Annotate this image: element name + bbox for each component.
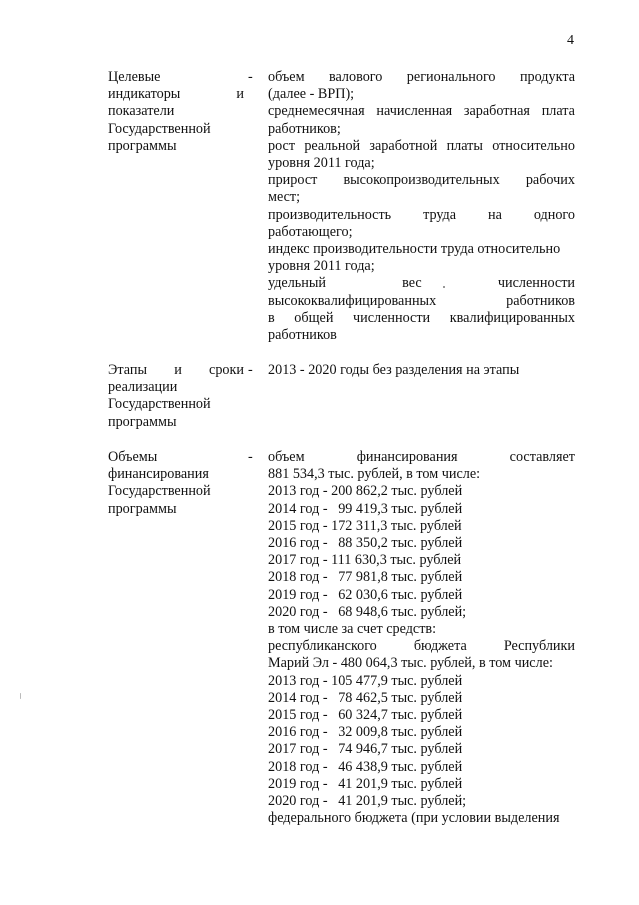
word: работников <box>506 292 575 309</box>
content-line <box>268 69 575 86</box>
content-line <box>268 310 575 327</box>
content-line: 2019 год - 41 201,9 тыс. рублей <box>268 775 463 792</box>
label-dash: - <box>248 362 253 378</box>
label-line: программы <box>108 137 177 154</box>
word: составляет <box>509 449 575 465</box>
word: среднемесячная <box>268 103 365 120</box>
label-line <box>108 69 244 86</box>
label-dash: - <box>248 449 253 465</box>
word: вес <box>402 275 422 292</box>
content-line: 2014 год - 78 462,5 тыс. рублей <box>268 689 463 706</box>
word: республиканского <box>268 638 377 655</box>
word: квалифицированных <box>449 309 575 326</box>
content-line: 2017 год - 74 946,7 тыс. рублей <box>268 741 463 758</box>
content-line: Марий Эл - 480 064,3 тыс. рублей, в том числе: <box>268 655 553 672</box>
word: относительно <box>492 137 575 154</box>
content-line: индекс производительности труда относительно <box>268 241 561 258</box>
word: заработной <box>369 137 438 154</box>
content-line: работников; <box>268 120 341 137</box>
word: Республики <box>503 638 575 655</box>
word: бюджета <box>413 638 467 655</box>
word: труда <box>423 206 457 223</box>
content-line <box>268 103 575 120</box>
label-line: показатели <box>108 103 175 120</box>
word: платы <box>446 137 483 154</box>
content-line: уровня 2011 года; <box>268 258 375 275</box>
content-line <box>268 138 575 155</box>
content-line: в том числе за счет средств: <box>268 621 437 638</box>
content-line: 2016 год - 32 009,8 тыс. рублей <box>268 724 463 741</box>
label-line: Государственной <box>108 396 211 413</box>
word: заработная <box>463 103 530 120</box>
content-line: 2015 год - 60 324,7 тыс. рублей <box>268 707 463 724</box>
section-label <box>108 69 244 155</box>
content-line: мест; <box>268 189 301 206</box>
word: продукта <box>519 69 575 85</box>
label-word: Этапы <box>108 362 147 378</box>
word: высокопроизводительных <box>343 172 500 189</box>
content-line: 2018 год - 46 438,9 тыс. рублей <box>268 758 463 775</box>
content-line: 2017 год - 111 630,3 тыс. рублей <box>268 552 462 569</box>
label-line: программы <box>108 413 177 430</box>
label-line: Государственной <box>108 120 211 137</box>
content-line: 881 534,3 тыс. рублей, в том числе: <box>268 466 481 483</box>
section-content <box>268 69 575 344</box>
word: валового <box>329 69 383 85</box>
label-word: индикаторы <box>108 86 181 103</box>
scan-speck <box>443 286 445 288</box>
content-line <box>268 293 575 310</box>
label-line: финансирования <box>108 466 209 483</box>
word: регионального <box>406 69 496 85</box>
content-line <box>268 638 575 655</box>
word: численности <box>353 309 431 326</box>
word: в <box>268 309 275 326</box>
content-line: (далее - ВРП); <box>268 86 355 103</box>
content-line: 2014 год - 99 419,3 тыс. рублей <box>268 500 463 517</box>
content-line: 2019 год - 62 030,6 тыс. рублей <box>268 586 463 603</box>
content-line: 2013 - 2020 годы без разделения на этапы <box>268 362 520 378</box>
label-dash: - <box>248 69 253 85</box>
section-label <box>108 449 244 518</box>
word: высококвалифицированных <box>268 292 437 309</box>
content-line: 2018 год - 77 981,8 тыс. рублей <box>268 569 463 586</box>
label-line <box>108 449 244 466</box>
scan-speck <box>20 693 21 699</box>
word: одного <box>533 206 575 223</box>
content-line <box>268 172 575 189</box>
label-word: и <box>174 362 182 378</box>
label-word: сроки <box>209 362 244 378</box>
word: на <box>488 206 502 223</box>
word: объем <box>268 449 305 465</box>
word: плата <box>541 103 575 120</box>
word: общей <box>294 309 334 326</box>
label-word: Объемы <box>108 449 158 465</box>
section-content <box>268 449 575 827</box>
word: производительность <box>268 206 392 223</box>
section-label <box>108 362 244 431</box>
label-line: Государственной <box>108 483 211 500</box>
word: численности <box>497 275 575 292</box>
label-line: программы <box>108 500 177 517</box>
content-line <box>268 275 575 292</box>
label-line <box>108 86 244 103</box>
word: рабочих <box>525 172 575 189</box>
content-line: 2013 год - 200 862,2 тыс. рублей <box>268 483 463 500</box>
content-line: 2013 год - 105 477,9 тыс. рублей <box>268 672 463 689</box>
content-line: уровня 2011 года; <box>268 155 375 172</box>
content-line: 2020 год - 41 201,9 тыс. рублей; <box>268 793 467 810</box>
content-line <box>268 449 575 466</box>
page-number: 4 <box>567 33 574 48</box>
word: объем <box>268 69 305 85</box>
label-word: Целевые <box>108 69 161 85</box>
word: удельный <box>268 275 326 292</box>
section-content <box>268 362 575 379</box>
content-line: 2016 год - 88 350,2 тыс. рублей <box>268 535 463 552</box>
label-line <box>108 362 244 379</box>
word: реальной <box>304 137 361 154</box>
label-word: и <box>236 86 244 103</box>
content-line: 2020 год - 68 948,6 тыс. рублей; <box>268 603 467 620</box>
label-line: реализации <box>108 379 178 396</box>
content-line: федерального бюджета (при условии выделения <box>268 810 560 827</box>
content-line: 2015 год - 172 311,3 тыс. рублей <box>268 517 462 534</box>
content-line <box>268 207 575 224</box>
content-line: работающего; <box>268 223 353 240</box>
word: начисленная <box>376 103 453 120</box>
word: рост <box>268 137 296 154</box>
word: прирост <box>268 172 318 189</box>
word: финансирования <box>356 449 458 465</box>
content-line: работников <box>268 327 337 344</box>
